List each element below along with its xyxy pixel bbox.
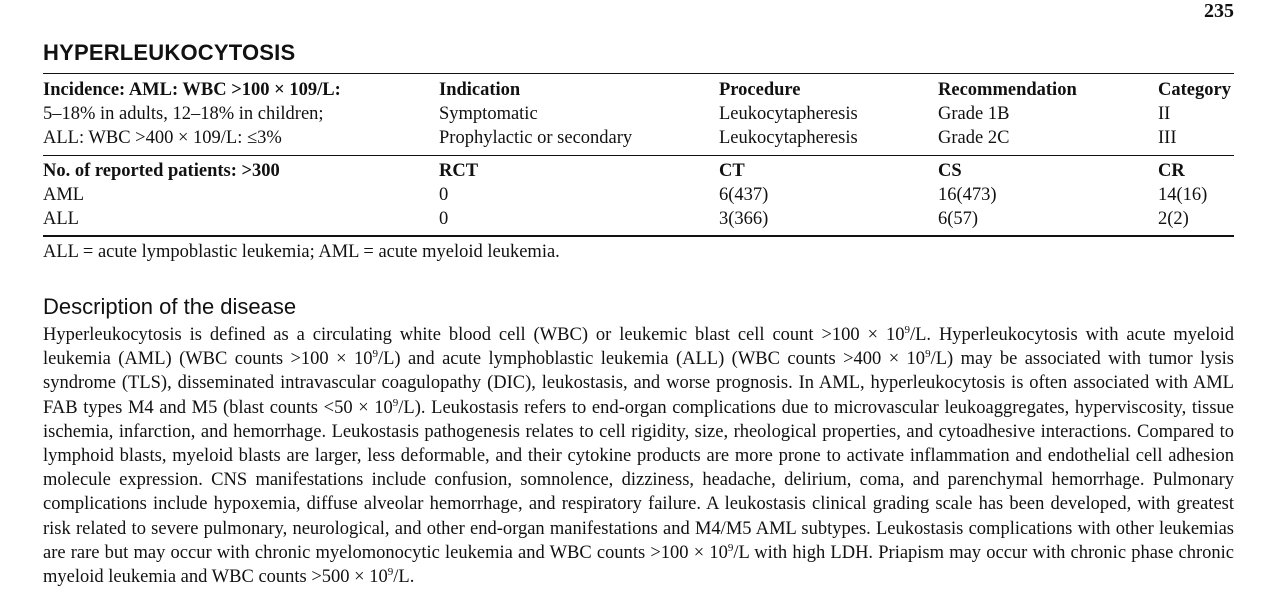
rct-header: RCT	[439, 161, 479, 181]
superscript: 9	[925, 348, 931, 361]
table-row	[43, 207, 1234, 231]
incidence-cell: ALL: WBC >400 × 109/L: ≤3%	[43, 128, 282, 148]
table-row	[43, 183, 1234, 207]
text-fragment: /L) and acute lymphoblastic leukemia (ALL) (WBC counts >400 × 10	[377, 349, 926, 370]
table-row	[43, 126, 1234, 150]
rct-cell: 0	[439, 185, 449, 205]
indication-cell: Symptomatic	[439, 104, 538, 124]
page-number: 235	[1204, 0, 1234, 22]
disease-cell: AML	[43, 185, 85, 205]
ct-cell: 6(437)	[719, 185, 769, 205]
page-title: HYPERLEUKOCYTOSIS	[43, 40, 296, 65]
table-top-rule	[43, 73, 1234, 74]
ct-cell: 3(366)	[719, 209, 769, 229]
table-header-row	[43, 159, 1234, 183]
indication-cell: Prophylactic or secondary	[439, 128, 633, 148]
recommendation-cell: Grade 1B	[938, 104, 1010, 124]
table-bottom-rule	[43, 235, 1234, 237]
cs-header: CS	[938, 161, 962, 181]
text-fragment: Hyperleukocytosis is defined as a circulating white blood cell (WBC) or leukemic blast cell count >100 × 10	[43, 325, 905, 345]
studies-table	[43, 159, 1234, 231]
category-header: Category	[1158, 80, 1231, 100]
text-fragment: /L. Hyperleukocytosis with acute myeloid leukemia (AML) (WBC counts >100 × 10	[43, 325, 1234, 370]
table-header-row	[43, 78, 1234, 102]
incidence-header: Incidence: AML: WBC >100 × 109/L:	[43, 80, 341, 100]
section-heading: Description of the disease	[43, 294, 297, 319]
superscript: 9	[387, 566, 394, 579]
text-fragment: /L.	[393, 567, 415, 588]
cr-header: CR	[1158, 161, 1185, 181]
procedure-cell: Leukocytapheresis	[719, 128, 858, 148]
indication-header: Indication	[439, 80, 521, 100]
ct-header: CT	[719, 161, 745, 181]
superscript: 9	[372, 348, 378, 361]
procedure-cell: Leukocytapheresis	[719, 104, 858, 124]
cs-cell: 16(473)	[938, 185, 997, 205]
superscript: 9	[392, 396, 399, 409]
disease-description	[43, 323, 1234, 589]
category-cell: II	[1158, 104, 1171, 124]
indication-table	[43, 78, 1234, 150]
table-middle-rule	[43, 155, 1234, 156]
superscript: 9	[727, 541, 734, 554]
cr-cell: 14(16)	[1158, 185, 1208, 205]
procedure-header: Procedure	[719, 80, 801, 100]
recommendation-header: Recommendation	[938, 80, 1077, 100]
recommendation-cell: Grade 2C	[938, 128, 1010, 148]
disease-cell: ALL	[43, 209, 79, 229]
cr-cell: 2(2)	[1158, 209, 1189, 229]
cs-cell: 6(57)	[938, 209, 979, 229]
category-cell: III	[1158, 128, 1177, 148]
text-fragment: /L) may be associated with tumor lysis syndrome (TLS), disseminated intravascular coagulopathy (DIC), leukostasis, and worse prognosis. In AML, hyperleukocytosis is often associated with AML FAB types M4 and M5 (blast counts <50 × 10	[43, 349, 1234, 418]
rct-cell: 0	[439, 209, 449, 229]
patients-header: No. of reported patients: >300	[43, 161, 280, 181]
superscript: 9	[904, 324, 910, 336]
text-fragment: /L). Leukostasis refers to end-organ complications due to microvascular leukoaggregates, hyperviscosity, tissue ischemia, infarction, and hemorrhage. Leukostasis pathogenesis relates to cell rigidity, size, rheological properties, and cytoadhesive interactions. Compared to lymphoid blasts, myeloid blasts are larger, less deformable, and their cytokine products are more prone to activate inflammation and endothelial cell adhesion molecule expression. CNS manifestations include confusion, somnolence, dizziness, headache, delirium, coma, and parenchymal hemorrhage. Pulmonary complications include hypoxemia, diffuse alveolar hemorrhage, and respiratory failure. A leukostasis clinical grading scale has been developed, with greatest risk related to severe pulmonary, neurological, and other end-organ manifestations and M4/M5 AML subtypes. Leukostasis complications with other leukemias are rare but may occur with chronic myelomonocytic leukemia and WBC counts >100 × 10	[43, 397, 1235, 563]
text-fragment: /L with high LDH. Priapism may occur with chronic phase chronic myeloid leukemia and WBC counts >500 × 10	[43, 542, 1234, 588]
incidence-cell: 5–18% in adults, 12–18% in children;	[43, 104, 324, 124]
table-row	[43, 102, 1234, 126]
table-footnote: ALL = acute lympoblastic leukemia; AML = acute myeloid leukemia.	[43, 242, 560, 262]
